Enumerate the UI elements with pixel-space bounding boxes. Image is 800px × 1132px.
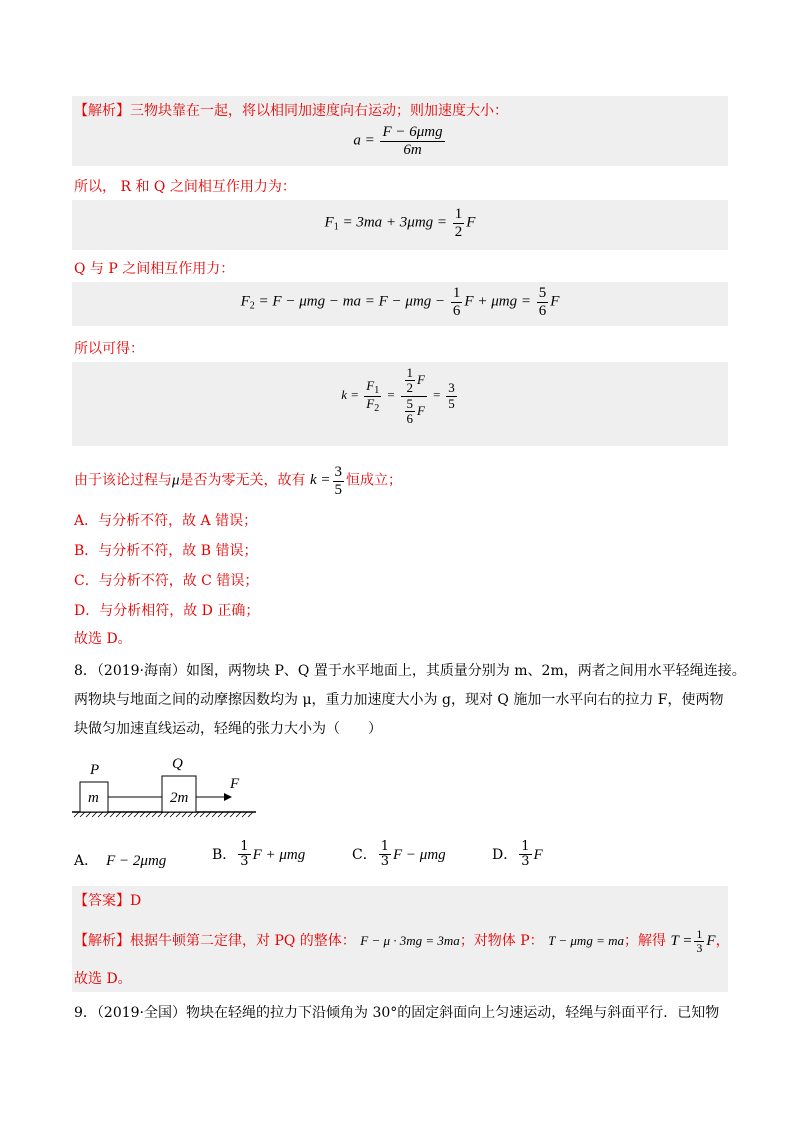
final-choice-2: 故选 D。 (74, 971, 132, 987)
final-choice-1: 故选 D。 (74, 631, 132, 647)
option-b-analysis: B．与分析不符，故 B 错误； (74, 543, 258, 559)
equation-acceleration: a = $\frac{\text{F − 6μmg}}{6m}$ (353, 124, 443, 158)
analysis-intro-text: 三物块靠在一起，将以相同加速度向右运动；则加速度大小： (130, 103, 508, 119)
line-q-p-force: Q 与 P 之间相互作用力： (74, 261, 235, 277)
line-r-q-force: 所以， R 和 Q 之间相互作用力为： (74, 179, 296, 195)
conclusion-line: 由于该论过程与μ是否为零无关，故有 k = $\frac{3}{5}$ 恒成立； (74, 464, 403, 498)
option-a-analysis: A．与分析不符，故 A 错误； (74, 513, 258, 529)
choice-c[interactable]: C． $\frac{1}{3}$ F − μmg (352, 839, 446, 870)
option-c-analysis: C．与分析不符，故 C 错误； (74, 573, 259, 589)
choice-b[interactable]: B． $\frac{1}{3}$ F + μmg (212, 839, 306, 870)
analysis-label: 【解析】 (74, 103, 130, 119)
question-8-line-3: 块做匀加速直线运动，轻绳的张力大小为（ ） (74, 721, 382, 737)
question-8-line-1: 8．（2019·海南）如图，两物块 P、Q 置于水平地面上，其质量分别为 m、2m，两者之间用水平轻绳连接。 (74, 663, 746, 679)
label-p: P (90, 762, 100, 778)
equation-f1: $F_1 = 3ma + 3\mu mg$ = $\frac{1}{2}$ F (324, 206, 476, 240)
blocks-figure (72, 756, 262, 824)
option-d-analysis: D．与分析相符，故 D 正确； (74, 603, 260, 619)
analysis-q8-line: 【解析】根据牛顿第二定律，对 PQ 的整体： F − μ · 3mg = 3ma；对物体 P： T − μmg = ma；解得 T = $\frac{1}{3}$ F， (74, 927, 730, 956)
line-so: 所以可得： (74, 341, 144, 357)
question-9-line-1: 9．（2019·全国）物块在轻绳的拉力下沿倾角为 30°的固定斜面向上匀速运动，轻绳与斜面平行．已知物 (74, 1005, 720, 1021)
answer-line: 【答案】D (74, 893, 142, 909)
mass-q: 2m (170, 790, 189, 806)
choice-d[interactable]: D． $\frac{1}{3}$ F (492, 839, 543, 870)
choice-a[interactable]: A． F − 2μmg (74, 853, 167, 869)
equation-f2: $F_2 = F - \mu mg$ − ma = F − μmg − $\frac{1}{6}$ F + μmg = $\frac{5}{6}$ F (240, 285, 560, 319)
mass-p: m (88, 790, 99, 806)
analysis-intro (74, 100, 508, 120)
equation-k: k = $\frac{F_1}{F_2}$ = $\frac{1}{2}$ F $\frac{5}{6}$ F = $\frac{3}{5}$ (341, 365, 455, 426)
question-8-line-2: 两物块与地面之间的动摩擦因数均为 μ，重力加速度大小为 g，现对 Q 施加一水平向右的拉力 F，使两物 (74, 692, 724, 708)
label-q: Q (172, 756, 183, 772)
label-f: F (230, 776, 240, 792)
